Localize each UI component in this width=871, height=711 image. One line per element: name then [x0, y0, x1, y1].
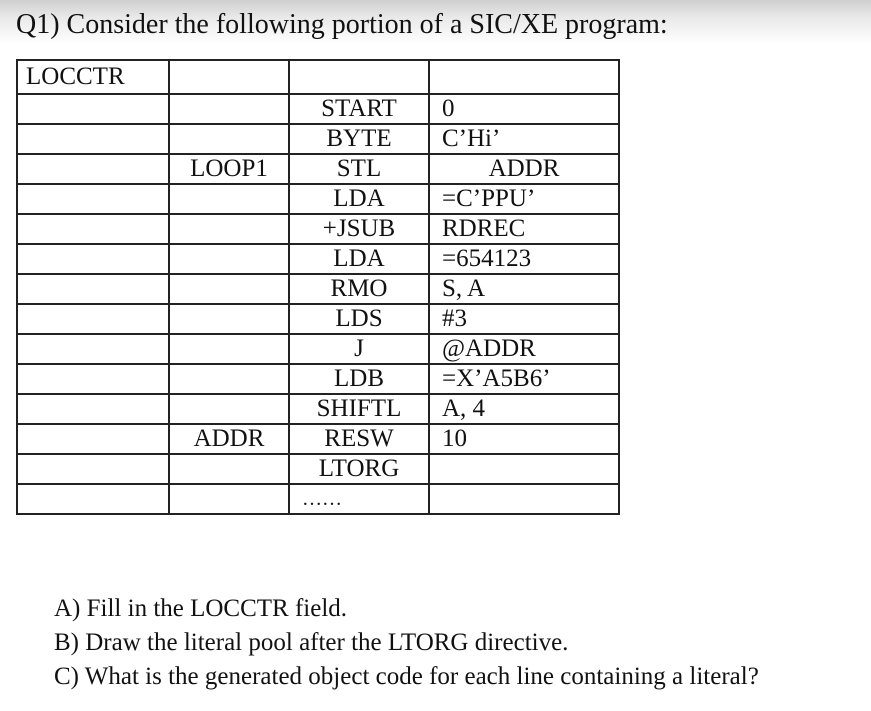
opcode-cell: STL — [289, 154, 429, 184]
operand-cell: S, A — [429, 274, 619, 304]
operand-cell: =X’A5B6’ — [429, 364, 619, 394]
label-cell — [169, 184, 289, 214]
operand-cell: =C’PPU’ — [429, 184, 619, 214]
program-table — [16, 59, 620, 515]
question-b: B) Draw the literal pool after the LTORG directive. — [54, 629, 569, 656]
table-header-row — [17, 60, 619, 94]
operand-cell: A, 4 — [429, 394, 619, 424]
table-row — [17, 124, 619, 154]
header-empty-cell — [429, 60, 619, 94]
question-heading: Q1) Consider the following portion of a SIC/XE program: — [16, 9, 668, 40]
table-row — [17, 304, 619, 334]
operand-cell — [429, 484, 619, 514]
operand-cell — [429, 454, 619, 484]
locctr-cell[interactable] — [17, 94, 169, 124]
question-list — [54, 592, 759, 694]
table-row — [17, 244, 619, 274]
label-cell — [169, 94, 289, 124]
opcode-cell: SHIFTL — [289, 394, 429, 424]
operand-cell: C’Hi’ — [429, 124, 619, 154]
locctr-cell[interactable] — [17, 364, 169, 394]
opcode-cell: START — [289, 94, 429, 124]
opcode-cell: LTORG — [289, 454, 429, 484]
label-cell: ADDR — [169, 424, 289, 454]
header-empty-cell — [289, 60, 429, 94]
table-row — [17, 274, 619, 304]
locctr-cell[interactable] — [17, 484, 169, 514]
table-row — [17, 364, 619, 394]
locctr-cell[interactable] — [17, 214, 169, 244]
locctr-cell[interactable] — [17, 424, 169, 454]
table-row — [17, 184, 619, 214]
label-cell — [169, 214, 289, 244]
operand-cell: 0 — [429, 94, 619, 124]
locctr-cell[interactable] — [17, 334, 169, 364]
operand-cell: 10 — [429, 424, 619, 454]
opcode-cell: LDS — [289, 304, 429, 334]
locctr-cell[interactable] — [17, 154, 169, 184]
table-row — [17, 214, 619, 244]
operand-cell: ADDR — [429, 154, 619, 184]
ellipsis-cell: …… — [289, 484, 429, 514]
locctr-cell[interactable] — [17, 244, 169, 274]
opcode-cell: BYTE — [289, 124, 429, 154]
question-a: A) Fill in the LOCCTR field. — [54, 595, 348, 622]
locctr-header: LOCCTR — [17, 60, 169, 94]
opcode-cell: J — [289, 334, 429, 364]
locctr-cell[interactable] — [17, 274, 169, 304]
table-row — [17, 394, 619, 424]
locctr-cell[interactable] — [17, 184, 169, 214]
locctr-cell[interactable] — [17, 454, 169, 484]
label-cell — [169, 394, 289, 424]
label-cell — [169, 304, 289, 334]
table-row — [17, 154, 619, 184]
label-cell — [169, 364, 289, 394]
operand-cell: =654123 — [429, 244, 619, 274]
label-cell — [169, 484, 289, 514]
opcode-cell: RESW — [289, 424, 429, 454]
table-row — [17, 334, 619, 364]
operand-cell: #3 — [429, 304, 619, 334]
question-c: C) What is the generated object code for each line containing a literal? — [54, 663, 759, 690]
header-empty-cell — [169, 60, 289, 94]
locctr-cell[interactable] — [17, 304, 169, 334]
table-row — [17, 424, 619, 454]
label-cell — [169, 334, 289, 364]
opcode-cell: +JSUB — [289, 214, 429, 244]
operand-cell: @ADDR — [429, 334, 619, 364]
label-cell — [169, 244, 289, 274]
opcode-cell: LDB — [289, 364, 429, 394]
opcode-cell: RMO — [289, 274, 429, 304]
table-row — [17, 454, 619, 484]
table-row — [17, 94, 619, 124]
locctr-cell[interactable] — [17, 394, 169, 424]
opcode-cell: LDA — [289, 244, 429, 274]
operand-cell: RDREC — [429, 214, 619, 244]
table-row — [17, 484, 619, 514]
label-cell — [169, 454, 289, 484]
opcode-cell: LDA — [289, 184, 429, 214]
label-cell — [169, 274, 289, 304]
locctr-cell[interactable] — [17, 124, 169, 154]
label-cell — [169, 124, 289, 154]
label-cell: LOOP1 — [169, 154, 289, 184]
